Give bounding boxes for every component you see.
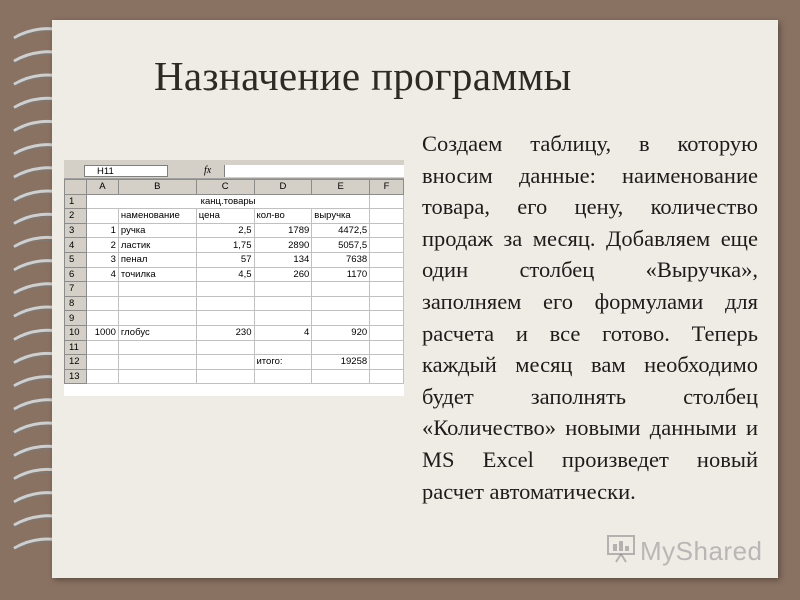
cell: ручка (118, 223, 196, 238)
row-header: 12 (65, 355, 87, 370)
cell (254, 296, 312, 311)
cell: 134 (254, 252, 312, 267)
cell (370, 252, 404, 267)
row-header: 9 (65, 311, 87, 326)
cell: ластик (118, 238, 196, 253)
cell: 1000 (86, 325, 118, 340)
cell: 7638 (312, 252, 370, 267)
cell: кол-во (254, 209, 312, 224)
table-row (65, 209, 404, 224)
cell: итого: (254, 355, 312, 370)
cell (370, 311, 404, 326)
cell: глобус (118, 325, 196, 340)
cell (196, 282, 254, 297)
cell: точилка (118, 267, 196, 282)
row-header: 6 (65, 267, 87, 282)
table-row (65, 296, 404, 311)
cell (370, 223, 404, 238)
column-header: D (254, 180, 312, 195)
cell (86, 296, 118, 311)
column-header: E (312, 180, 370, 195)
cell (86, 340, 118, 355)
cell: 4 (86, 267, 118, 282)
cell (370, 369, 404, 384)
cell (118, 369, 196, 384)
row-header: 5 (65, 252, 87, 267)
table-row (65, 238, 404, 253)
table-row (65, 369, 404, 384)
cell (254, 369, 312, 384)
cell (370, 194, 404, 209)
spreadsheet-grid (64, 179, 404, 384)
cell (196, 311, 254, 326)
cell (370, 325, 404, 340)
column-header-row (65, 180, 404, 195)
column-header: C (196, 180, 254, 195)
select-all-corner (65, 180, 87, 195)
table-row (65, 252, 404, 267)
cell: 5057,5 (312, 238, 370, 253)
cell (86, 311, 118, 326)
cell (370, 296, 404, 311)
row-header: 11 (65, 340, 87, 355)
spreadsheet-screenshot (64, 160, 404, 396)
table-row (65, 340, 404, 355)
cell: пенал (118, 252, 196, 267)
cell (312, 296, 370, 311)
fx-icon: fx (204, 165, 212, 176)
cell (254, 311, 312, 326)
table-row (65, 194, 404, 209)
cell (312, 282, 370, 297)
table-row (65, 325, 404, 340)
cell: 2,5 (196, 223, 254, 238)
cell (196, 340, 254, 355)
column-header: F (370, 180, 404, 195)
cell (370, 355, 404, 370)
cell (254, 282, 312, 297)
table-row (65, 267, 404, 282)
merged-title-cell: канц.товары (86, 194, 369, 209)
row-header: 8 (65, 296, 87, 311)
row-header: 1 (65, 194, 87, 209)
cell (196, 369, 254, 384)
cell: 1170 (312, 267, 370, 282)
cell: наменование (118, 209, 196, 224)
table-row (65, 311, 404, 326)
cell: цена (196, 209, 254, 224)
cell (370, 209, 404, 224)
cell: 2 (86, 238, 118, 253)
cell (86, 369, 118, 384)
row-header: 13 (65, 369, 87, 384)
cell: 260 (254, 267, 312, 282)
cell: 4 (254, 325, 312, 340)
cell (86, 355, 118, 370)
column-header: B (118, 180, 196, 195)
cell: 4472,5 (312, 223, 370, 238)
cell: 2890 (254, 238, 312, 253)
row-header: 10 (65, 325, 87, 340)
presentation-logo-icon (606, 534, 640, 564)
cell: 1789 (254, 223, 312, 238)
column-header: A (86, 180, 118, 195)
formula-bar (64, 164, 404, 179)
cell (118, 355, 196, 370)
cell (370, 340, 404, 355)
cell: 1,75 (196, 238, 254, 253)
formula-input (224, 165, 404, 177)
table-row (65, 282, 404, 297)
cell: 3 (86, 252, 118, 267)
cell: 57 (196, 252, 254, 267)
cell (370, 238, 404, 253)
cell (370, 267, 404, 282)
cell: 19258 (312, 355, 370, 370)
cell (196, 355, 254, 370)
cell (312, 311, 370, 326)
row-header: 4 (65, 238, 87, 253)
cell (370, 282, 404, 297)
cell (312, 369, 370, 384)
cell: выручка (312, 209, 370, 224)
watermark-text: MyShared (640, 536, 763, 566)
cell (118, 282, 196, 297)
cell (254, 340, 312, 355)
cell: 4,5 (196, 267, 254, 282)
row-header: 3 (65, 223, 87, 238)
cell (118, 296, 196, 311)
row-header: 2 (65, 209, 87, 224)
body-text: Создаем таблицу, в которую вносим данные: наименование товара, его цену, количество продаж за месяц. Добавляем еще один столбец «Выручка», заполняем его формулами для расчета и все готово. Теперь каждый месяц вам необходимо будет заполнять столбец «Количество» новыми данными и MS Excel произведет новый расчет автоматически. (422, 131, 758, 504)
table-row (65, 223, 404, 238)
cell (312, 340, 370, 355)
cell: 920 (312, 325, 370, 340)
table-row (65, 355, 404, 370)
cell (86, 282, 118, 297)
name-box: H11 (84, 165, 168, 177)
cell (86, 209, 118, 224)
cell (196, 296, 254, 311)
cell: 230 (196, 325, 254, 340)
slide-title: Назначение программы (154, 53, 572, 99)
row-header: 7 (65, 282, 87, 297)
cell (118, 340, 196, 355)
cell: 1 (86, 223, 118, 238)
cell (118, 311, 196, 326)
